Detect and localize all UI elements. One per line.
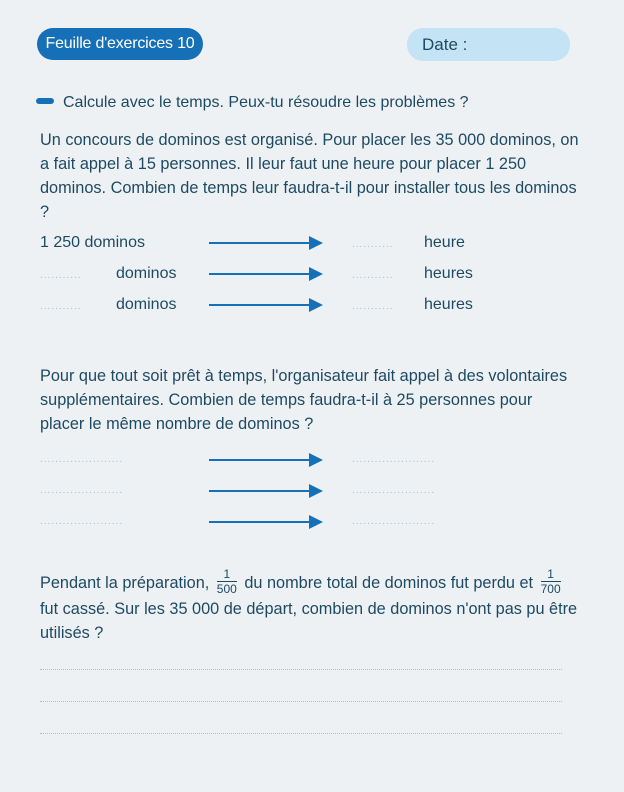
answer-blank[interactable]: ...........	[40, 301, 82, 312]
problem-3-text-after: fut cassé. Sur les 35 000 de départ, combien de dominos n'ont pas pu être utilisés ?	[40, 600, 578, 642]
answer-blank[interactable]: ...........	[352, 301, 394, 312]
answer-line[interactable]	[40, 701, 562, 702]
fraction-one-500th	[217, 568, 237, 595]
problem-2-row-2	[40, 480, 580, 502]
date-field[interactable]	[407, 28, 570, 61]
answer-blank[interactable]: ......................	[40, 454, 124, 465]
arrow-right-icon	[209, 459, 309, 461]
row-left-label: 1 250 dominos	[40, 234, 145, 251]
answer-line[interactable]	[40, 733, 562, 734]
problem-1-row-3	[40, 294, 580, 316]
fraction-denominator: 500	[216, 582, 237, 596]
answer-blank[interactable]: ......................	[352, 516, 436, 527]
row-right-label: heures	[424, 265, 473, 282]
answer-blank[interactable]: ...........	[352, 270, 394, 281]
row-left-label: dominos	[116, 265, 177, 282]
sheet-title-badge: Feuille d'exercices 10	[37, 28, 203, 60]
row-right-label: heures	[424, 296, 473, 313]
answer-blank[interactable]: ......................	[40, 516, 124, 527]
date-label: Date :	[422, 35, 468, 54]
problem-3-text-before: Pendant la préparation,	[40, 573, 214, 592]
row-right-label: heure	[424, 234, 465, 251]
answer-blank[interactable]: ......................	[352, 454, 436, 465]
instruction-text: Calcule avec le temps. Peux-tu résoudre les problèmes ?	[63, 94, 469, 111]
instruction-line	[36, 92, 469, 114]
problem-3-text	[40, 567, 580, 645]
fraction-one-700th	[541, 568, 561, 595]
row-left-label: dominos	[116, 296, 177, 313]
problem-1-text: Un concours de dominos est organisé. Pour placer les 35 000 dominos, on a fait appel à 15 personnes. Il leur faut une heure pour placer 1 250 dominos. Combien de temps leur faudra-t-il pour installer tous les dominos ?	[40, 131, 579, 221]
answer-line[interactable]	[40, 669, 562, 670]
answer-blank[interactable]: ...........	[352, 239, 394, 250]
problem-3-text-middle: du nombre total de dominos fut perdu et	[239, 573, 538, 592]
problem-2-row-1	[40, 449, 580, 471]
answer-blank[interactable]: ......................	[352, 485, 436, 496]
answer-blank[interactable]: ...........	[40, 270, 82, 281]
answer-blank[interactable]: ......................	[40, 485, 124, 496]
fraction-numerator: 1	[217, 568, 237, 582]
problem-1-row-2	[40, 263, 580, 285]
fraction-numerator: 1	[541, 568, 561, 582]
arrow-right-icon	[209, 521, 309, 523]
problem-1-row-1	[40, 232, 580, 254]
arrow-right-icon	[209, 242, 309, 244]
arrow-right-icon	[209, 273, 309, 275]
arrow-right-icon	[209, 490, 309, 492]
bullet-icon	[36, 98, 54, 104]
arrow-right-icon	[209, 304, 309, 306]
problem-2-text: Pour que tout soit prêt à temps, l'organisateur fait appel à des volontaires supplémentaires. Combien de temps faudra-t-il à 25 personnes pour placer le même nombre de dominos ?	[40, 367, 568, 433]
problem-2-row-3	[40, 511, 580, 533]
fraction-denominator: 700	[540, 582, 561, 596]
